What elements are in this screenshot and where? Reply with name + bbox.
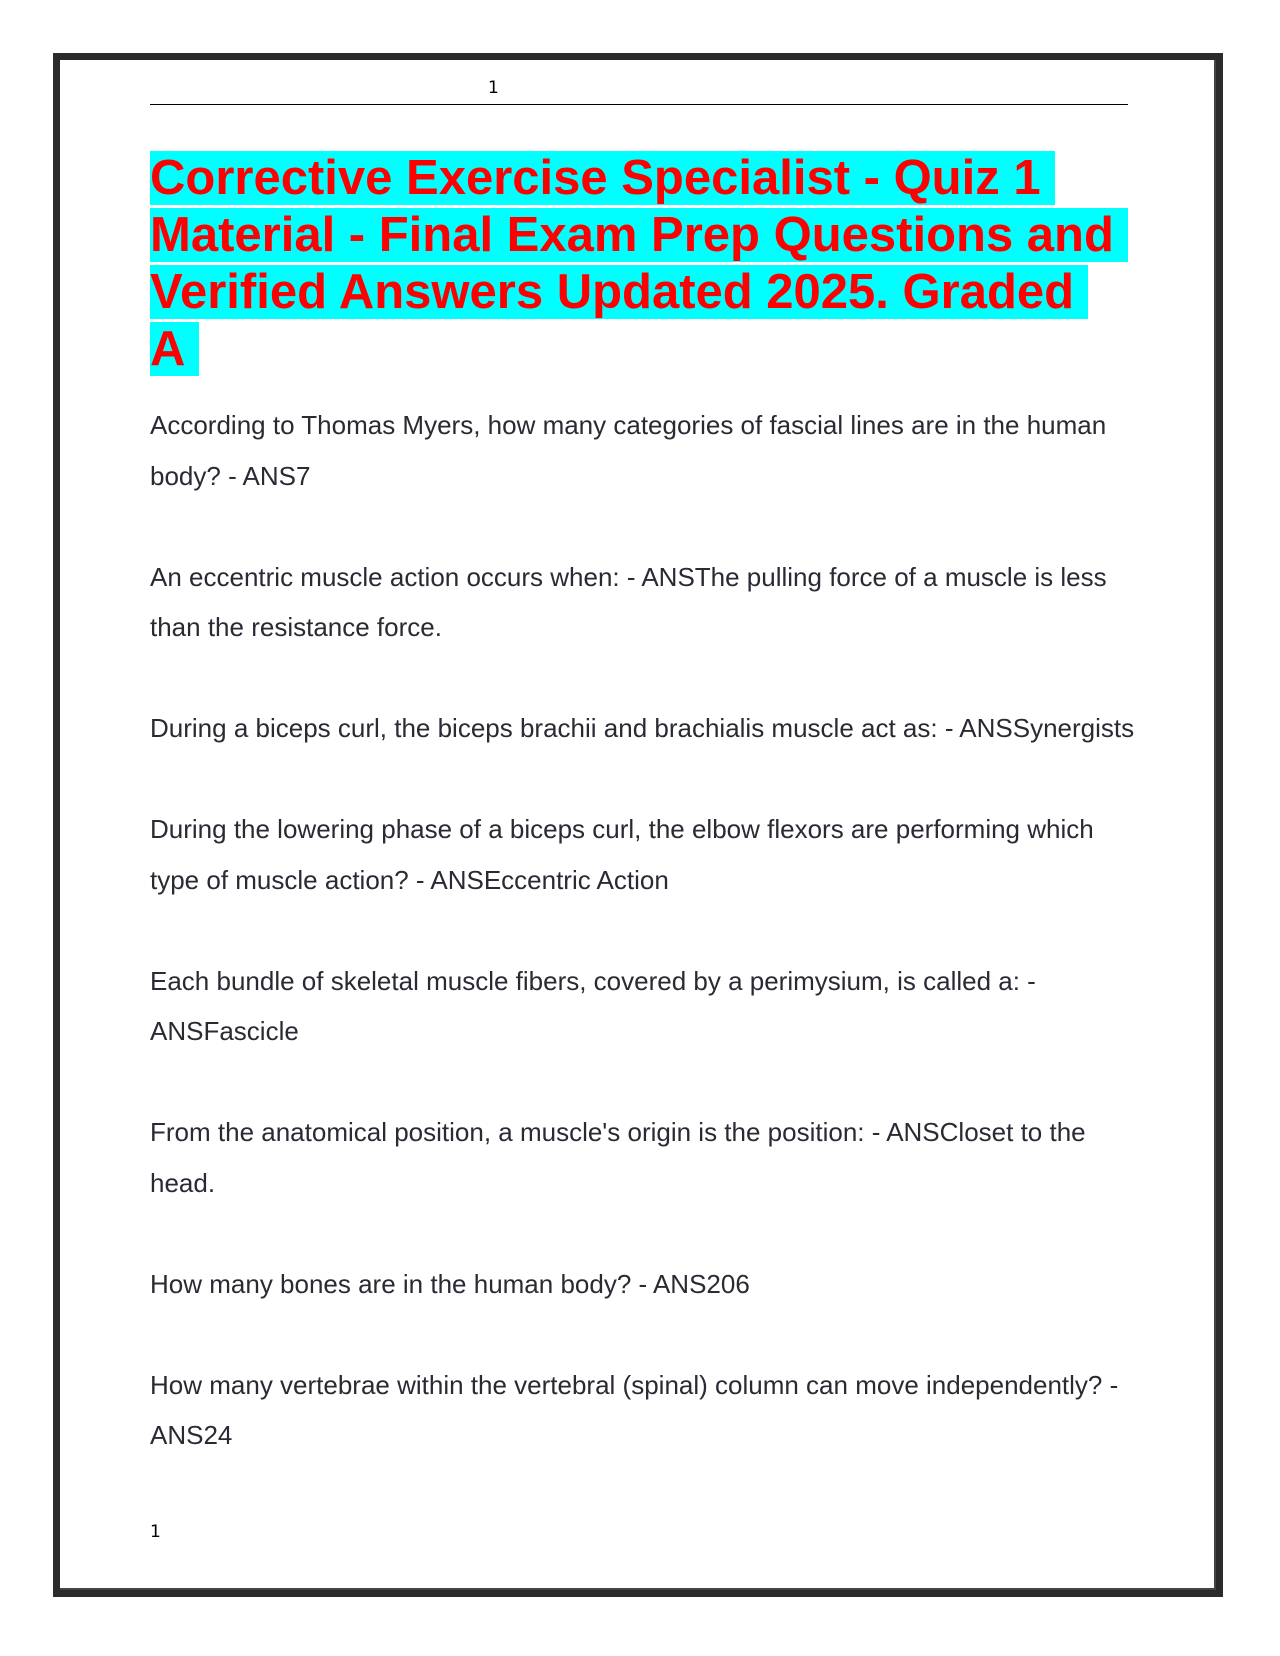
qa-item: From the anatomical position, a muscle's origin is the position: - ANSCloset to the head. — [150, 1117, 1086, 1198]
page-header — [150, 76, 1128, 105]
qa-item: How many bones are in the human body? - ANS206 — [150, 1268, 750, 1299]
document-title-text: Corrective Exercise Specialist - Quiz 1 Material - Final Exam Prep Questions and Verified Answers Updated 2025. Graded A — [150, 151, 1128, 376]
qa-item: An eccentric muscle action occurs when: - ANSThe pulling force of a muscle is less than the resistance force. — [150, 561, 1107, 642]
qa-item: During a biceps curl, the biceps brachii and brachialis muscle act as: - ANSSynergists — [150, 713, 1135, 743]
document-title — [150, 150, 1130, 378]
qa-item: According to Thomas Myers, how many categories of fascial lines are in the human body? - ANS7 — [150, 410, 1107, 491]
qa-item: How many vertebrae within the vertebral (spinal) column can move independently? - ANS24 — [150, 1369, 1119, 1450]
header-page-number: 1 — [488, 78, 499, 98]
qa-item: Each bundle of skeletal muscle fibers, covered by a perimysium, is called a: - ANSFascicle — [150, 965, 1036, 1046]
footer-page-number: 1 — [150, 1522, 161, 1542]
qa-item: During the lowering phase of a biceps curl, the elbow flexors are performing which type of muscle action? - ANSEccentric Action — [150, 814, 1094, 895]
qa-list — [150, 400, 1135, 1511]
